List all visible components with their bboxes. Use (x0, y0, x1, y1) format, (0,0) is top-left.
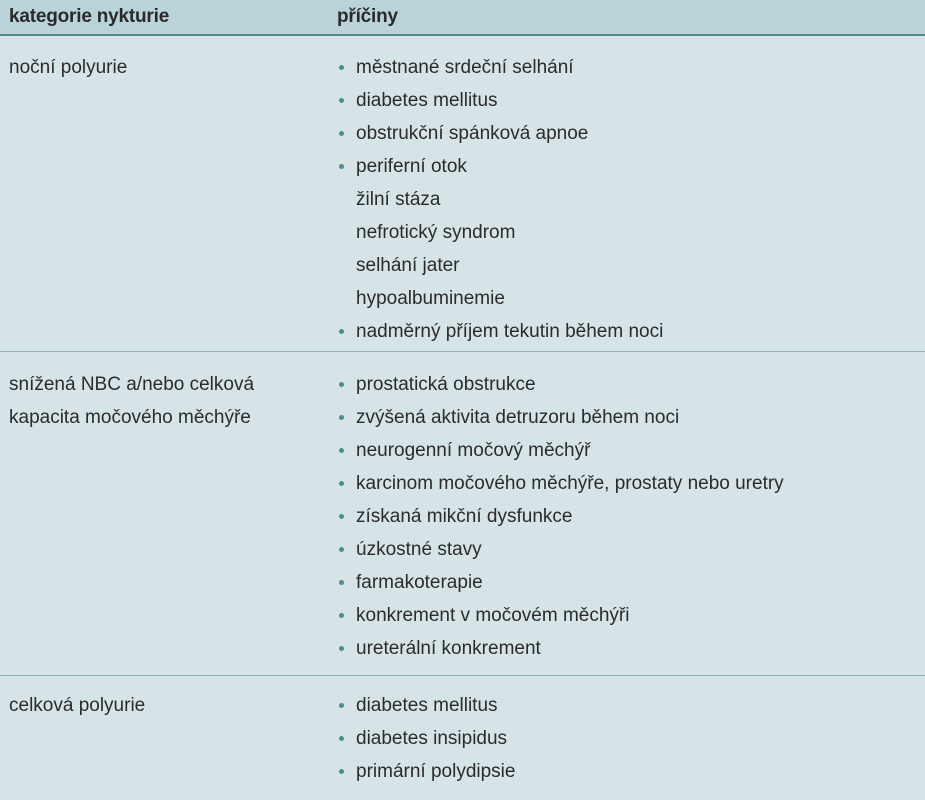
cause-item (337, 599, 917, 632)
cause-text: ureterální konkrement (356, 638, 541, 659)
bullet-icon (339, 382, 344, 387)
cause-text: žilní stáza (356, 189, 441, 210)
cause-text: selhání jater (356, 255, 460, 276)
table-row (0, 352, 925, 675)
cause-text: farmakoterapie (356, 572, 483, 593)
bullet-icon (339, 736, 344, 741)
cause-text: obstrukční spánková apnoe (356, 123, 589, 144)
cause-item (337, 84, 917, 117)
cause-item (337, 434, 917, 467)
cause-item (337, 150, 917, 183)
header-causes: příčiny (337, 6, 398, 27)
bullet-icon (339, 448, 344, 453)
cause-item (337, 117, 917, 150)
causes-list (337, 689, 917, 788)
cause-item (337, 632, 917, 665)
category-cell (9, 689, 319, 722)
cause-item (337, 722, 917, 755)
cause-item (337, 467, 917, 500)
bullet-icon (339, 547, 344, 552)
cause-text: hypoalbuminemie (356, 288, 505, 309)
bullet-icon (339, 329, 344, 334)
cause-item (337, 51, 917, 84)
cause-item (337, 689, 917, 722)
category-cell (9, 368, 319, 434)
bullet-icon (339, 131, 344, 136)
cause-subitem (337, 216, 917, 249)
bullet-icon (339, 703, 344, 708)
cause-item (337, 755, 917, 788)
bullet-icon (339, 514, 344, 519)
cause-text: zvýšená aktivita detruzoru během noci (356, 407, 680, 428)
cause-item (337, 533, 917, 566)
category-label: celková polyurie (9, 695, 146, 716)
category-label: kapacita močového měchýře (9, 407, 251, 428)
cause-text: primární polydipsie (356, 761, 516, 782)
cause-text: získaná mikční dysfunkce (356, 506, 573, 527)
cause-text: diabetes mellitus (356, 695, 498, 716)
cause-text: karcinom močového měchýře, prostaty nebo uretry (356, 473, 784, 494)
cause-text: neurogenní močový měchýř (356, 440, 591, 461)
header-category: kategorie nykturie (9, 6, 170, 27)
cause-item (337, 368, 917, 401)
cause-text: městnané srdeční selhání (356, 57, 574, 78)
bullet-icon (339, 580, 344, 585)
table-header (0, 0, 925, 36)
bullet-icon (339, 646, 344, 651)
bullet-icon (339, 98, 344, 103)
cause-text: periferní otok (356, 156, 467, 177)
bullet-icon (339, 613, 344, 618)
bullet-icon (339, 481, 344, 486)
table-row (0, 37, 925, 352)
cause-text: diabetes mellitus (356, 90, 498, 111)
cause-subitem (337, 183, 917, 216)
cause-text: konkrement v močovém měchýři (356, 605, 630, 626)
bullet-icon (339, 164, 344, 169)
cause-text: nadměrný příjem tekutin během noci (356, 321, 664, 342)
bullet-icon (339, 769, 344, 774)
causes-list (337, 368, 917, 665)
causes-list (337, 51, 917, 348)
category-label: noční polyurie (9, 57, 128, 78)
bullet-icon (339, 65, 344, 70)
cause-item (337, 500, 917, 533)
cause-text: prostatická obstrukce (356, 374, 536, 395)
category-label: snížená NBC a/nebo celková (9, 374, 255, 395)
cause-item (337, 566, 917, 599)
category-cell (9, 51, 319, 84)
bullet-icon (339, 415, 344, 420)
cause-subitem (337, 282, 917, 315)
cause-text: diabetes insipidus (356, 728, 508, 749)
cause-text: úzkostné stavy (356, 539, 482, 560)
table-row (0, 675, 925, 800)
cause-text: nefrotický syndrom (356, 222, 516, 243)
cause-subitem (337, 249, 917, 282)
cause-item (337, 401, 917, 434)
cause-item (337, 315, 917, 348)
